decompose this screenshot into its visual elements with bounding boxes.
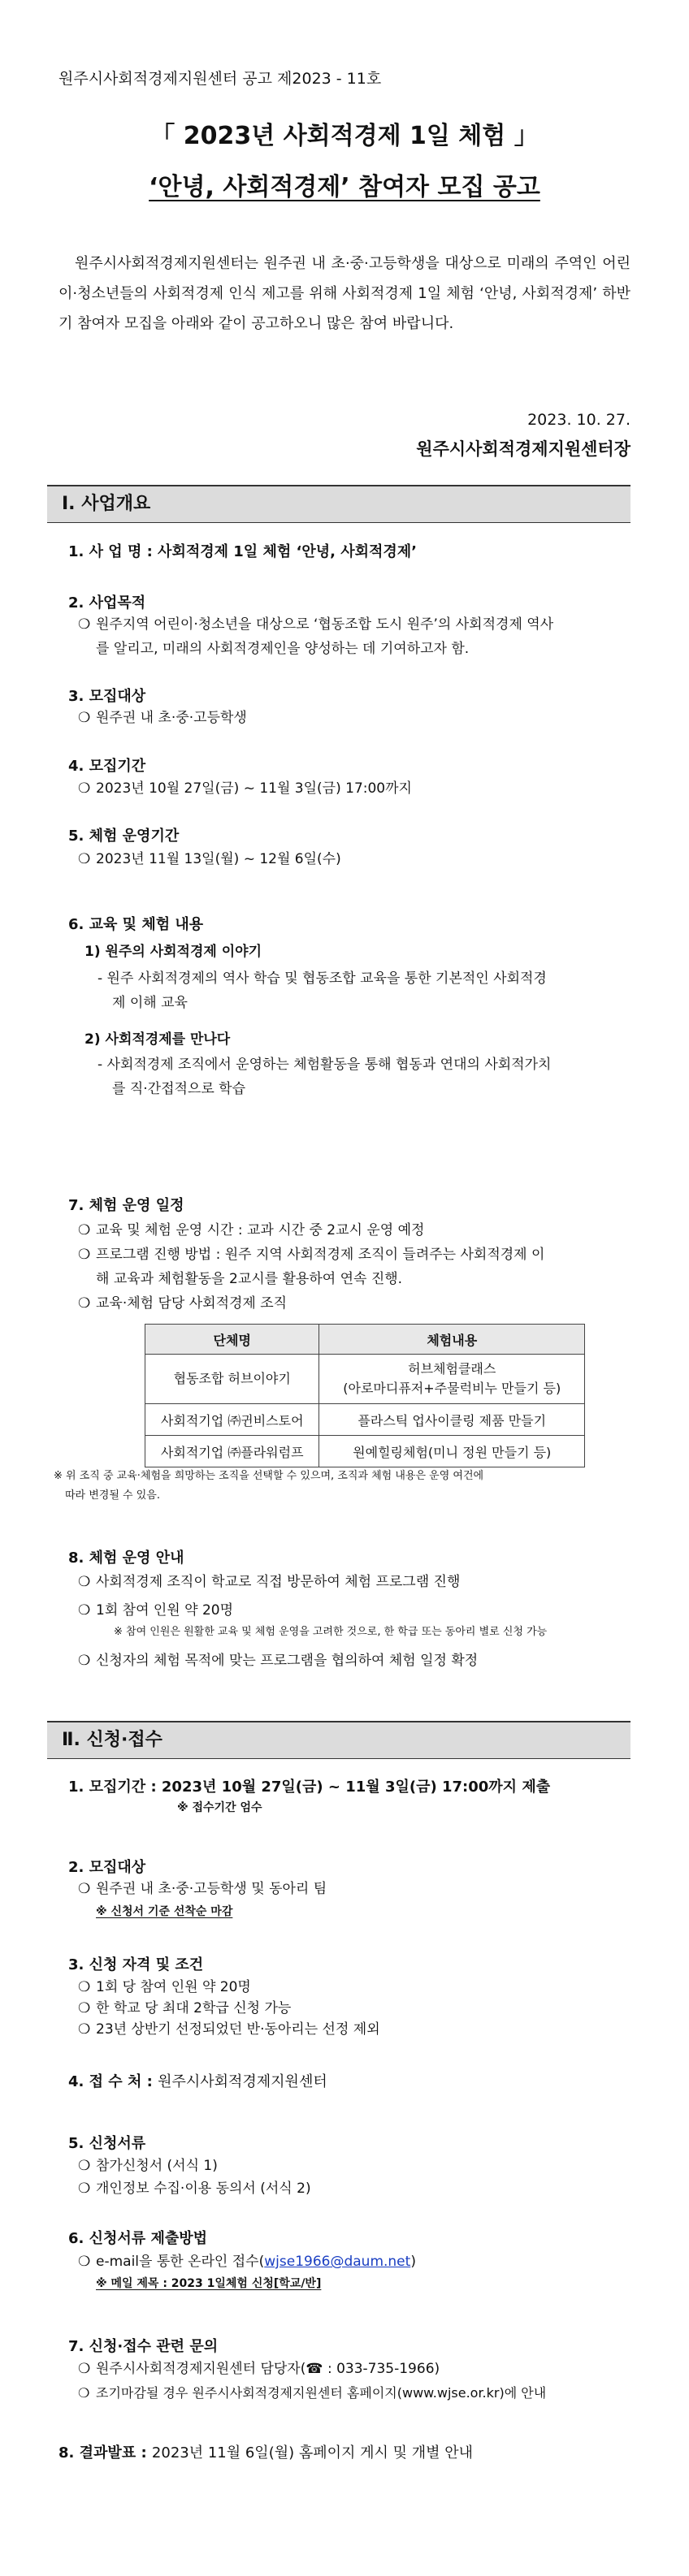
s1-item7-bullet1 <box>78 1218 424 1243</box>
s1-item8-title: 8. 체험 운영 안내 <box>68 1549 184 1567</box>
s2-item5-bullet1 <box>78 2154 218 2178</box>
bullet-icon: ❍ <box>78 1602 91 1619</box>
s2-item6-text-pre: e-mail을 통한 온라인 접수( <box>96 2254 265 2270</box>
s2-item4 <box>68 2070 327 2091</box>
bullet-icon: ❍ <box>78 2158 91 2174</box>
title-line-1: 「 2023년 사회적경제 1일 체험 」 <box>150 122 539 150</box>
organization-table <box>145 1324 585 1467</box>
s2-item2-text: 원주권 내 초·중·고등학생 및 동아리 팀 <box>96 1881 327 1897</box>
s1-item5-bullet <box>78 847 341 871</box>
table-cell-name: 협동조합 허브이야기 <box>145 1355 319 1404</box>
s1-item5-text: 2023년 11월 13일(월) ~ 12월 6일(수) <box>96 851 341 867</box>
s2-item2-title: 2. 모집대상 <box>68 1859 146 1876</box>
s1-item8-b1: 사회적경제 조직이 학교로 직접 방문하여 체험 프로그램 진행 <box>96 1574 461 1590</box>
s1-item6-sub2: 2) 사회적경제를 만나다 <box>84 1031 231 1048</box>
s1-item4-bullet <box>78 776 412 801</box>
s2-item7-b1: 원주시사회적경제지원센터 담당자(☎ : 033-735-1966) <box>96 2361 440 2377</box>
s2-item2-bullet <box>78 1877 327 1901</box>
table-note-line2: 따라 변경될 수 있음. <box>65 1489 160 1502</box>
table-cell-content-line2: (아로마디퓨저+주물럭비누 만들기 등) <box>343 1381 561 1396</box>
s1-item7-title: 7. 체험 운영 일정 <box>68 1197 184 1214</box>
s1-item7-bullet2 <box>78 1243 544 1291</box>
bullet-icon: ❍ <box>78 2385 90 2401</box>
table-cell-content <box>319 1355 585 1404</box>
bullet-icon: ❍ <box>78 616 91 633</box>
title-line-2 <box>0 166 689 202</box>
s1-item3-text: 원주권 내 초·중·고등학생 <box>96 710 247 726</box>
s1-item2-title: 2. 사업목적 <box>68 594 146 612</box>
s1-item8-b3: 신청자의 체험 목적에 맞는 프로그램을 협의하여 체험 일정 확정 <box>96 1653 479 1669</box>
email-link[interactable]: wjse1966@daum.net <box>264 2254 411 2270</box>
s2-item7-bullet2 <box>78 2381 546 2405</box>
bullet-icon: ❍ <box>78 1979 91 1995</box>
table-row <box>145 1436 585 1467</box>
s2-item5-b2: 개인정보 수집·이용 동의서 (서식 2) <box>96 2181 311 2197</box>
bullet-icon: ❍ <box>78 780 91 797</box>
s1-item8-b2: 1회 참여 인원 약 20명 <box>96 1602 234 1619</box>
bullet-icon: ❍ <box>78 2361 91 2377</box>
s1-item2-line2: 를 알리고, 미래의 사회적경제인을 양성하는 데 기여하고자 함. <box>96 641 470 657</box>
bullet-icon: ❍ <box>78 851 91 867</box>
s2-item3-b2: 한 학교 당 최대 2학급 신청 가능 <box>96 2000 292 2016</box>
s1-item8-bullet3 <box>78 1649 478 1673</box>
bullet-icon: ❍ <box>78 2254 91 2270</box>
s2-item7-bullet1 <box>78 2357 440 2381</box>
s1-item6-sub1-line1: - 원주 사회적경제의 역사 학습 및 협동조합 교육을 통한 기본적인 사회적경 <box>98 970 547 987</box>
bullet-icon: ❍ <box>78 1222 91 1238</box>
s2-item4-value: 원주시사회적경제지원센터 <box>158 2073 327 2090</box>
notice-date: 2023. 10. 27. <box>527 411 630 429</box>
s2-item3-title: 3. 신청 자격 및 조건 <box>68 1956 204 1973</box>
table-note-line1: ※ 위 조직 중 교육·체험을 희망하는 조직을 선택할 수 있으며, 조직과 체험 내용은 운영 여건에 <box>54 1470 484 1482</box>
bullet-icon: ❍ <box>78 2000 91 2016</box>
s2-item5-b1: 참가신청서 (서식 1) <box>96 2158 218 2174</box>
s2-item7-title: 7. 신청·접수 관련 문의 <box>68 2338 219 2355</box>
s2-item3-b3: 23년 상반기 선정되었던 반·동아리는 선정 제외 <box>96 2021 380 2038</box>
bullet-icon: ❍ <box>78 1295 91 1312</box>
s1-item7-b2-line2: 해 교육과 체험활동을 2교시를 활용하여 연속 진행. <box>96 1271 403 1287</box>
s1-item6-sub2-line2: 를 직·간접적으로 학습 <box>112 1081 246 1097</box>
s1-item6-sub2-line1: - 사회적경제 조직에서 운영하는 체험활동을 통해 협동과 연대의 사회적가치 <box>98 1057 552 1073</box>
s2-item4-label: 4. 접 수 처 : <box>68 2073 158 2090</box>
table-header-content: 체험내용 <box>319 1325 585 1355</box>
s1-item8-bullet2 <box>78 1598 233 1623</box>
table-cell-name: 사회적기업 ㈜플라워럼프 <box>145 1436 319 1467</box>
bullet-icon: ❍ <box>78 710 91 726</box>
table-header-name: 단체명 <box>145 1325 319 1355</box>
s1-item6-sub1-desc <box>98 966 626 1015</box>
title-line-2-text: ‘안녕, 사회적경제’ 참여자 모집 공고 <box>149 173 540 201</box>
s2-item7-b2: 조기마감될 경우 원주시사회적경제지원센터 홈페이지(www.wjse.or.kr)에 안내 <box>96 2385 547 2401</box>
s1-item8-bullet1 <box>78 1570 460 1594</box>
s1-item4-title: 4. 모집기간 <box>68 758 146 775</box>
bullet-icon: ❍ <box>78 1653 91 1669</box>
notice-number: 원주시사회적경제지원센터 공고 제2023 - 11호 <box>58 70 382 88</box>
intro-text: 원주시사회적경제지원센터는 원주권 내 초·중·고등학생을 대상으로 미래의 주역인 어린이·청소년들의 사회적경제 인식 제고를 위해 사회적경제 1일 체험 ‘안녕, 사회적경제’ 하반기 참여자 모집을 아래와 같이 공고하오니 많은 참여 바랍니다. <box>58 255 630 332</box>
s2-item6-bullet <box>78 2250 416 2274</box>
s2-item6-note: ※ 메일 제목 : 2023 1일체험 신청[학교/반] <box>96 2277 322 2290</box>
s2-item8-label: 8. 결과발표 : <box>58 2444 152 2461</box>
section-1-heading: Ⅰ. 사업개요 <box>47 485 630 523</box>
s1-item3-title: 3. 모집대상 <box>68 688 146 705</box>
s2-item8-value: 2023년 11월 6일(월) 홈페이지 게시 및 개별 안내 <box>151 2444 474 2461</box>
s2-item6-title: 6. 신청서류 제출방법 <box>68 2230 207 2247</box>
bullet-icon: ❍ <box>78 1881 91 1897</box>
s2-item3-bullet3 <box>78 2017 380 2042</box>
s1-item4-text: 2023년 10월 27일(금) ~ 11월 3일(금) 17:00까지 <box>96 780 412 797</box>
intro-paragraph <box>58 249 630 339</box>
s2-item3-b1: 1회 당 참여 인원 약 20명 <box>96 1979 251 1995</box>
bullet-icon: ❍ <box>78 2021 91 2038</box>
s2-item1-note: ※ 접수기간 엄수 <box>177 1801 262 1814</box>
issuing-organization: 원주시사회적경제지원센터장 <box>416 439 630 459</box>
s1-item7-b3: 교육·체험 담당 사회적경제 조직 <box>96 1295 288 1312</box>
table-note <box>54 1467 639 1506</box>
table-cell-content-line1: 허브체험클래스 <box>408 1361 496 1377</box>
table-row <box>145 1355 585 1404</box>
s1-item6-title: 6. 교육 및 체험 내용 <box>68 916 204 933</box>
table-row <box>145 1404 585 1436</box>
s1-item7-bullet3 <box>78 1291 287 1316</box>
s2-item5-bullet2 <box>78 2176 311 2201</box>
section-2-heading: Ⅱ. 신청·접수 <box>47 1721 630 1759</box>
table-cell-content: 플라스틱 업사이클링 제품 만들기 <box>319 1404 585 1436</box>
s2-item1: 1. 모집기간 : 2023년 10월 27일(금) ~ 11월 3일(금) 17:00까지 제출 <box>68 1779 551 1796</box>
table-header-row <box>145 1325 585 1355</box>
bullet-icon: ❍ <box>78 1247 91 1263</box>
table-cell-content: 원예힐링체험(미니 정원 만들기 등) <box>319 1436 585 1467</box>
s1-item1: 1. 사 업 명 : 사회적경제 1일 체험 ‘안녕, 사회적경제’ <box>68 543 417 560</box>
s2-item2-note: ※ 신청서 기준 선착순 마감 <box>96 1905 233 1918</box>
table-cell-name: 사회적기업 ㈜귄비스토어 <box>145 1404 319 1436</box>
s1-item6-sub1-line2: 제 이해 교육 <box>112 995 188 1011</box>
s1-item5-title: 5. 체험 운영기간 <box>68 828 180 845</box>
s1-item6-sub1: 1) 원주의 사회적경제 이야기 <box>84 944 262 960</box>
bullet-icon: ❍ <box>78 1574 91 1590</box>
s1-item3-bullet <box>78 706 247 730</box>
s1-item6-sub2-desc <box>98 1052 626 1101</box>
s1-item2-line1: 원주지역 어린이·청소년을 대상으로 ‘협동조합 도시 원주’의 사회적경제 역사 <box>96 616 554 633</box>
s1-item8-note: ※ 참여 인원은 원활한 교육 및 체험 운영을 고려한 것으로, 한 학급 또는 동아리 별로 신청 가능 <box>114 1626 548 1638</box>
s1-item2-bullet <box>78 612 553 661</box>
s2-item6-text-post: ) <box>410 2254 416 2270</box>
bullet-icon: ❍ <box>78 2181 91 2197</box>
s2-item8 <box>58 2441 473 2462</box>
s1-item7-b1: 교육 및 체험 운영 시간 : 교과 시간 중 2교시 운영 예정 <box>96 1222 425 1238</box>
s1-item7-b2-line1: 프로그램 진행 방법 : 원주 지역 사회적경제 조직이 들려주는 사회적경제 이 <box>96 1247 545 1263</box>
s2-item5-title: 5. 신청서류 <box>68 2135 146 2152</box>
